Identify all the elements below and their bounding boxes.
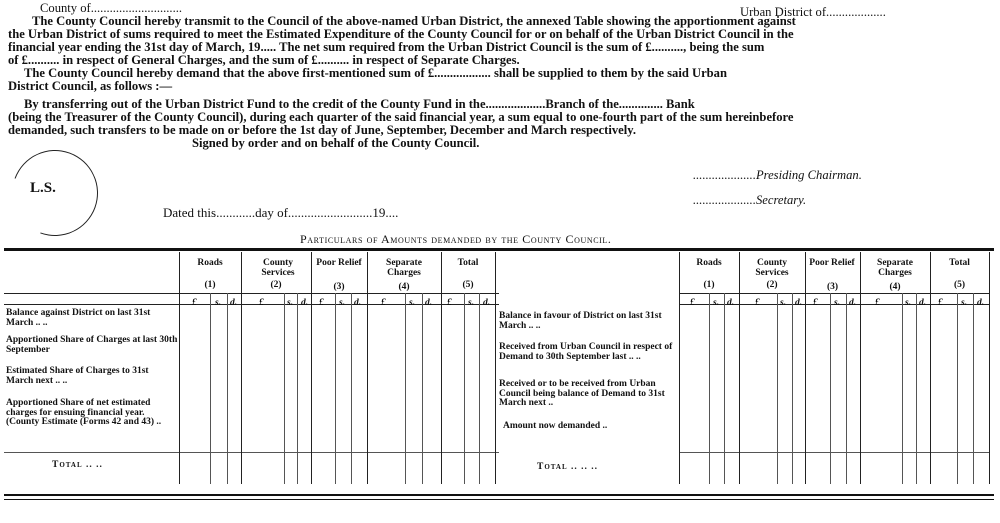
lsd-pound: £ [447, 298, 452, 308]
left-row-2: Apportioned Share of Charges at last 30th September [6, 335, 178, 355]
body-line-8: (being the Treasurer of the County Council), during each quarter of the said financial year, a sum equal to one-fourth part of the sum hereinbefore [8, 110, 794, 124]
col-total-num: (5) [953, 280, 966, 290]
body-line-4: of £.......... in respect of General Charges, and the sum of £.......... in respect of Separate Charges. [8, 53, 520, 67]
lsd-shilling: s. [961, 298, 968, 308]
col-separate-charges-num: (4) [398, 282, 410, 292]
right-row-3: Received or to be received from Urban Council being balance of Demand to 31st March next .. [499, 379, 665, 408]
right-row-4: Amount now demanded .. [503, 421, 608, 431]
signed-line: Signed by order and on behalf of the County Council. [192, 136, 480, 150]
left-total-label: Total .. .. [52, 460, 103, 470]
lsd-pound: £ [938, 298, 943, 308]
urban-district-line: Urban District of................... [740, 5, 886, 19]
lsd-shilling: s. [468, 298, 475, 308]
county-line: County of............................. [40, 1, 183, 15]
col-poor-relief-num: (3) [333, 282, 345, 292]
lsd-pound: £ [192, 298, 197, 308]
lsd-pence: d. [483, 298, 491, 308]
lsd-pound: £ [319, 298, 324, 308]
lsd-pound: £ [755, 298, 760, 308]
col-county-services: County Services [755, 258, 789, 278]
left-row-3: Estimated Share of Charges to 31st March next .. .. [6, 366, 149, 386]
col-poor-relief: Poor Relief [809, 258, 855, 268]
lsd-pence: d. [849, 298, 857, 308]
secretary-line: ....................Secretary. [693, 193, 807, 207]
col-separate-charges: Separate Charges [877, 258, 913, 278]
body-line-7: By transferring out of the Urban District Fund to the credit of the County Fund in the...................Branch of the.............. Bank [24, 97, 695, 111]
col-roads: Roads [696, 258, 722, 268]
lsd-pence: d. [795, 298, 803, 308]
lsd-pence: d. [230, 298, 238, 308]
table-top-rule [4, 248, 994, 251]
lsd-shilling: s. [713, 298, 720, 308]
dated-line: Dated this............day of..........................19.... [163, 205, 399, 220]
lsd-shilling: s. [339, 298, 346, 308]
lsd-pence: d. [301, 298, 309, 308]
lsd-shilling: s. [905, 298, 912, 308]
right-row-2: Received from Urban Council in respect of Demand to 30th September last .. .. [499, 342, 673, 362]
body-line-3: financial year ending the 31st day of March, 19..... The net sum required from the Urban District Council is the sum of £.........., being the sum [8, 40, 765, 54]
lsd-shilling: s. [287, 298, 294, 308]
lsd-pound: £ [813, 298, 818, 308]
lsd-pence: d. [727, 298, 735, 308]
lsd-shilling: s. [409, 298, 416, 308]
col-county-services-num: (2) [270, 280, 282, 290]
col-separate-charges: Separate Charges [386, 258, 422, 278]
col-separate-charges-num: (4) [889, 282, 901, 292]
col-total: Total [457, 258, 479, 268]
lsd-shilling: s. [215, 298, 222, 308]
body-line-2: the Urban District of sums required to meet the Estimated Expenditure of the County Council for or on behalf of the Urban District Council in the [8, 27, 794, 41]
body-line-5: The County Council hereby demand that the above first-mentioned sum of £.................. shall be supplied to them by the said Urban [24, 66, 727, 80]
seal-circle [0, 136, 112, 250]
presiding-chairman-line: ....................Presiding Chairman. [693, 168, 862, 182]
right-total-label: Total .. .. .. [537, 462, 599, 472]
lsd-pound: £ [259, 298, 264, 308]
col-roads: Roads [197, 258, 223, 268]
right-row-1: Balance in favour of District on last 31st March .. .. [499, 311, 662, 331]
table-bottom-rule-2 [4, 499, 994, 500]
lsd-pound: £ [690, 298, 695, 308]
table-bottom-rule [4, 494, 994, 496]
body-line-1: The County Council hereby transmit to the Council of the above-named Urban District, the annexed Table showing the apportionment against [32, 14, 796, 28]
lsd-pence: d. [425, 298, 433, 308]
lsd-pound: £ [875, 298, 880, 308]
lsd-shilling: s. [834, 298, 841, 308]
left-row-1: Balance against District on last 31st March .. .. [6, 308, 151, 328]
col-poor-relief: Poor Relief [316, 258, 362, 268]
col-roads-num: (1) [703, 280, 715, 290]
col-total: Total [949, 258, 970, 268]
seal-label: L.S. [30, 180, 56, 196]
col-roads-num: (1) [204, 280, 216, 290]
col-county-services: County Services [261, 258, 295, 278]
col-total-num: (5) [462, 280, 474, 290]
lsd-pound: £ [381, 298, 386, 308]
left-row-4: Apportioned Share of net estimated charges for ensuing financial year. (County Estimate (Forms 42 and 43) .. [6, 398, 162, 427]
body-line-9: demanded, such transfers to be made on or before the 1st day of June, September, December and March respectively. [8, 123, 637, 137]
lsd-pence: d. [977, 298, 985, 308]
lsd-shilling: s. [780, 298, 787, 308]
lsd-pence: d. [354, 298, 362, 308]
left-table [4, 252, 499, 484]
col-poor-relief-num: (3) [826, 282, 839, 292]
table-heading: Particulars of Amounts demanded by the County Council. [300, 232, 612, 246]
col-county-services-num: (2) [766, 280, 778, 290]
right-table [495, 252, 990, 484]
lsd-pence: d. [919, 298, 927, 308]
body-line-6: District Council, as follows :— [8, 79, 173, 93]
